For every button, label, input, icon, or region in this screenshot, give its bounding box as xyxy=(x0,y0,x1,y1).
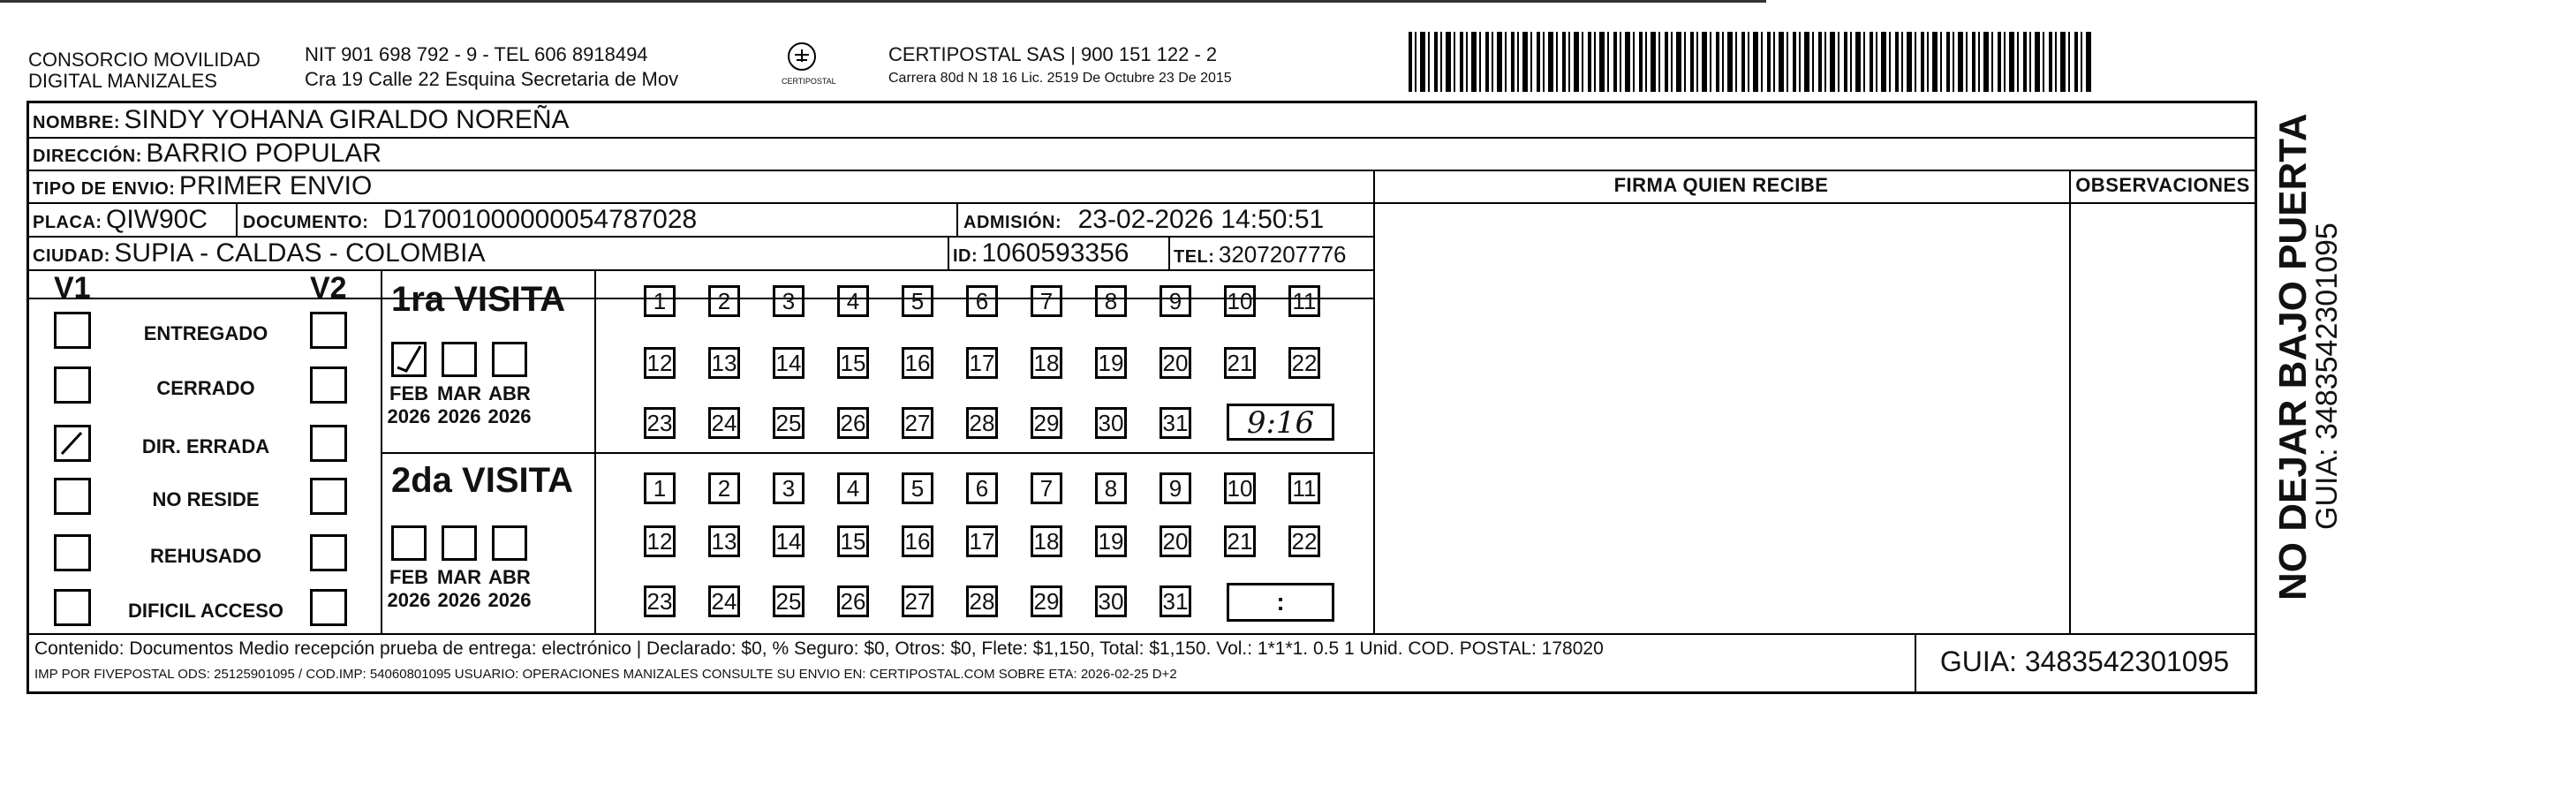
day-box[interactable]: 1 xyxy=(644,285,676,317)
month-label: FEB 2026 xyxy=(387,382,431,427)
month-label: ABR 2026 xyxy=(487,566,532,611)
nombre-label: NOMBRE: xyxy=(33,113,121,132)
status-option-label: NO RESIDE xyxy=(152,488,260,510)
status-option-label: DIFICIL ACCESO xyxy=(127,600,283,622)
firma-header: FIRMA QUIEN RECIBE xyxy=(1613,174,1829,196)
day-box[interactable]: 17 xyxy=(966,347,998,379)
day-box[interactable]: 20 xyxy=(1160,525,1191,557)
status-option-label: CERRADO xyxy=(156,377,255,399)
day-box[interactable]: 8 xyxy=(1095,285,1127,317)
day-box[interactable]: 15 xyxy=(837,525,869,557)
first-visit-title: 1ra VISITA xyxy=(391,280,566,319)
day-box[interactable]: 25 xyxy=(773,585,805,617)
day-box[interactable]: 6 xyxy=(966,285,998,317)
nit-line: NIT 901 698 792 - 9 - TEL 606 8918494 xyxy=(305,43,648,65)
status-option-label: REHUSADO xyxy=(150,545,261,567)
company-contact xyxy=(305,44,678,90)
tipo-row xyxy=(33,171,372,201)
day-box[interactable]: 2 xyxy=(708,472,740,504)
nombre-row xyxy=(33,105,570,135)
day-box[interactable]: 18 xyxy=(1031,525,1062,557)
direccion-value: BARRIO POPULAR xyxy=(146,139,382,168)
admision-label: ADMISIÓN: xyxy=(963,213,1062,232)
v2-checkbox[interactable] xyxy=(310,534,347,571)
logo-text: CERTIPOSTAL xyxy=(782,77,836,86)
day-box[interactable]: 8 xyxy=(1095,472,1127,504)
status-option-label: DIR. ERRADA xyxy=(141,435,270,457)
side-guia: GUIA: 3483542301095 xyxy=(2310,223,2344,530)
month-checkbox[interactable] xyxy=(442,342,477,377)
day-box[interactable]: 13 xyxy=(708,347,740,379)
status-option-label: ENTREGADO xyxy=(143,322,268,344)
v1-checkbox[interactable] xyxy=(54,425,91,462)
day-box[interactable]: 5 xyxy=(902,472,933,504)
direccion-row xyxy=(33,139,381,169)
tel-value: 3207207776 xyxy=(1218,241,1347,268)
tipo-label: TIPO DE ENVIO: xyxy=(33,179,176,199)
day-box[interactable]: 15 xyxy=(837,347,869,379)
day-box[interactable]: 10 xyxy=(1224,472,1256,504)
v2-checkbox[interactable] xyxy=(310,478,347,515)
day-box[interactable]: 21 xyxy=(1224,347,1256,379)
contenido-line: Contenido: Documentos Medio recepción prueba de entrega: electrónico | Declarado: $0, % Seguro: $0, Otros: $0, Flete: $1,150, Total: $1,150. Vol.: 1*1*1. 0.5 1 Unid. COD. POSTAL: 178020 xyxy=(34,638,1604,659)
day-box[interactable]: 22 xyxy=(1288,347,1320,379)
footer-guia: GUIA: 3483542301095 xyxy=(1939,646,2230,677)
day-box[interactable]: 16 xyxy=(902,347,933,379)
day-box[interactable]: 26 xyxy=(837,407,869,439)
day-box[interactable]: 2 xyxy=(708,285,740,317)
day-box[interactable]: 12 xyxy=(644,347,676,379)
v1-checkbox[interactable] xyxy=(54,478,91,515)
day-box[interactable]: 26 xyxy=(837,585,869,617)
day-box[interactable]: 6 xyxy=(966,472,998,504)
id-value: 1060593356 xyxy=(981,238,1129,268)
v2-checkbox[interactable] xyxy=(310,366,347,404)
ciudad-cell xyxy=(33,238,486,268)
id-label: ID: xyxy=(953,246,978,266)
v1-label: V1 xyxy=(54,271,91,305)
first-visit-time-box[interactable]: 9:16 xyxy=(1227,404,1334,441)
day-box[interactable]: 9 xyxy=(1160,472,1191,504)
v2-checkbox[interactable] xyxy=(310,312,347,349)
tel-label: TEL: xyxy=(1174,247,1215,267)
day-box[interactable]: 11 xyxy=(1288,472,1320,504)
company-name xyxy=(28,49,261,92)
day-box[interactable]: 24 xyxy=(708,585,740,617)
day-box[interactable]: 22 xyxy=(1288,525,1320,557)
top-edge-line xyxy=(0,0,1766,8)
documento-value: D17001000000054787028 xyxy=(382,205,698,234)
month-checkbox[interactable] xyxy=(391,342,427,377)
placa-value: QIW90C xyxy=(106,205,208,234)
carrier-line: CERTIPOSTAL SAS | 900 151 122 - 2 xyxy=(888,43,1218,65)
month-checkbox[interactable] xyxy=(492,342,527,377)
day-box[interactable]: 3 xyxy=(773,285,805,317)
day-box[interactable]: 5 xyxy=(902,285,933,317)
day-box[interactable]: 3 xyxy=(773,472,805,504)
day-box[interactable]: 7 xyxy=(1031,285,1062,317)
address-line: Cra 19 Calle 22 Esquina Secretaria de Mov xyxy=(305,68,679,90)
id-cell xyxy=(953,238,1129,268)
day-box[interactable]: 31 xyxy=(1160,407,1191,439)
v2-label: V2 xyxy=(310,271,347,305)
day-box[interactable]: 25 xyxy=(773,407,805,439)
observations-area[interactable] xyxy=(2071,204,2253,631)
day-box[interactable]: 11 xyxy=(1288,285,1320,317)
day-box[interactable]: 14 xyxy=(773,525,805,557)
day-box[interactable]: 30 xyxy=(1095,585,1127,617)
day-box[interactable]: 4 xyxy=(837,285,869,317)
day-box[interactable]: 30 xyxy=(1095,407,1127,439)
v2-checkbox[interactable] xyxy=(310,425,347,462)
signature-area[interactable] xyxy=(1375,204,2067,631)
tipo-value: PRIMER ENVIO xyxy=(178,171,373,200)
day-box[interactable]: 19 xyxy=(1095,525,1127,557)
day-box[interactable]: 13 xyxy=(708,525,740,557)
nombre-value: SINDY YOHANA GIRALDO NOREÑA xyxy=(124,105,570,134)
second-visit-title: 2da VISITA xyxy=(391,461,573,500)
v2-checkbox[interactable] xyxy=(310,589,347,626)
day-box[interactable]: 23 xyxy=(644,407,676,439)
placa-label: PLACA: xyxy=(33,213,102,232)
day-box[interactable]: 18 xyxy=(1031,347,1062,379)
delivery-form xyxy=(26,101,2257,694)
day-box[interactable]: 7 xyxy=(1031,472,1062,504)
month-label: ABR 2026 xyxy=(487,382,532,427)
month-label: FEB 2026 xyxy=(387,566,431,611)
day-box[interactable]: 29 xyxy=(1031,407,1062,439)
day-box[interactable]: 12 xyxy=(644,525,676,557)
company-line2: DIGITAL MANIZALES xyxy=(28,70,217,92)
v1-checkbox[interactable] xyxy=(54,366,91,404)
day-box[interactable]: 14 xyxy=(773,347,805,379)
day-box[interactable]: 27 xyxy=(902,585,933,617)
certipostal-logo xyxy=(782,41,836,86)
documento-label: DOCUMENTO: xyxy=(243,213,369,232)
day-box[interactable]: 28 xyxy=(966,585,998,617)
day-box[interactable]: 27 xyxy=(902,407,933,439)
second-visit-time-box[interactable]: : xyxy=(1227,583,1334,622)
admision-cell xyxy=(963,205,1324,235)
v1-checkbox[interactable] xyxy=(54,534,91,571)
v1-checkbox[interactable] xyxy=(54,589,91,626)
day-box[interactable]: 31 xyxy=(1160,585,1191,617)
day-box[interactable]: 24 xyxy=(708,407,740,439)
observaciones-header: OBSERVACIONES xyxy=(2075,174,2250,196)
day-box[interactable]: 9 xyxy=(1160,285,1191,317)
day-box[interactable]: 10 xyxy=(1224,285,1256,317)
month-label: MAR 2026 xyxy=(436,566,482,611)
month-label: MAR 2026 xyxy=(436,382,482,427)
day-box[interactable]: 23 xyxy=(644,585,676,617)
ciudad-value: SUPIA - CALDAS - COLOMBIA xyxy=(114,238,486,268)
day-box[interactable]: 16 xyxy=(902,525,933,557)
month-checkbox[interactable] xyxy=(391,525,427,561)
placa-cell xyxy=(33,205,208,235)
direccion-label: DIRECCIÓN: xyxy=(33,147,142,166)
day-box[interactable]: 1 xyxy=(644,472,676,504)
day-box[interactable]: 21 xyxy=(1224,525,1256,557)
imp-line: IMP POR FIVEPOSTAL ODS: 25125901095 / COD.IMP: 54060801095 USUARIO: OPERACIONES MANIZALES CONSULTE SU ENVIO EN: CERTIPOSTAL.COM SOBRE ETA: 2026-02-25 D+2 xyxy=(34,667,1177,682)
month-checkbox[interactable] xyxy=(492,525,527,561)
ciudad-label: CIUDAD: xyxy=(33,246,110,266)
company-line1: CONSORCIO MOVILIDAD xyxy=(28,49,261,71)
documento-cell xyxy=(243,205,697,235)
day-box[interactable]: 19 xyxy=(1095,347,1127,379)
day-box[interactable]: 29 xyxy=(1031,585,1062,617)
barcode xyxy=(1409,32,2093,92)
tel-cell xyxy=(1174,241,1347,268)
day-box[interactable]: 20 xyxy=(1160,347,1191,379)
carrier-info xyxy=(888,44,1232,87)
day-box[interactable]: 17 xyxy=(966,525,998,557)
admision-value: 23-02-2026 14:50:51 xyxy=(1077,205,1325,234)
no-dejar-bajo-puerta: NO DEJAR BAJO PUERTA xyxy=(2271,113,2315,600)
day-box[interactable]: 28 xyxy=(966,407,998,439)
month-checkbox[interactable] xyxy=(442,525,477,561)
day-box[interactable]: 4 xyxy=(837,472,869,504)
carrier-address: Carrera 80d N 18 16 Lic. 2519 De Octubre 23 De 2015 xyxy=(888,71,1232,86)
v1-checkbox[interactable] xyxy=(54,312,91,349)
